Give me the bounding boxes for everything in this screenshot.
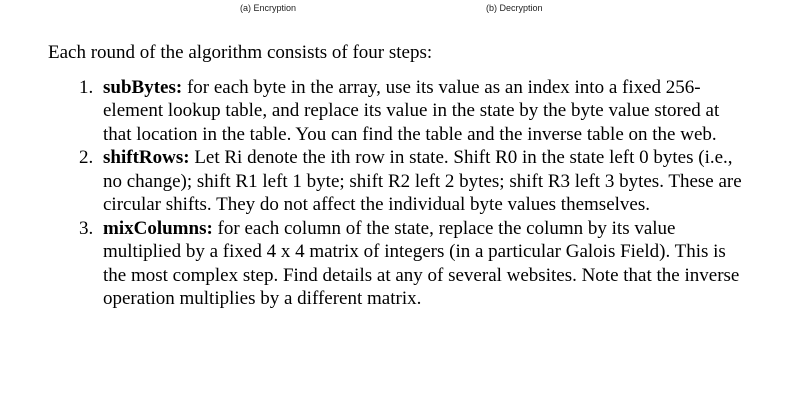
step-term: subBytes:	[103, 76, 183, 98]
step-text: for each byte in the array, use its value as an index into a fixed 256-element lookup table, and replace its value in the state by the byte value stored at that location in the table. You can find the table and the inverse table on the web.	[103, 76, 720, 145]
intro-paragraph: Each round of the algorithm consists of four steps:	[48, 42, 433, 63]
document-body	[48, 41, 788, 311]
caption-decryption: (b) Decryption	[486, 3, 543, 13]
list-item-shiftrows	[48, 146, 743, 217]
list-item-mixcolumns	[48, 217, 743, 311]
step-term: mixColumns:	[103, 217, 213, 239]
list-number: 1.	[79, 76, 94, 98]
list-item-subbytes	[48, 76, 743, 147]
figure-captions	[0, 3, 805, 15]
step-term: shiftRows:	[103, 147, 190, 168]
list-number: 2.	[79, 147, 94, 168]
list-number: 3.	[79, 217, 94, 239]
steps-list	[48, 76, 788, 311]
step-text: for each column of the state, replace the column by its value multiplied by a fixed 4 x 4 matrix of integers (in a particular Galois Field). This is the most complex step. Find details at any of several websites. Note that the inverse operation multiplies by a different matrix.	[103, 217, 740, 309]
caption-encryption: (a) Encryption	[240, 3, 297, 13]
step-text: Let Ri denote the ith row in state. Shift R0 in the state left 0 bytes (i.e., no change); shift R1 left 1 byte; shift R2 left 2 bytes; shift R3 left 3 bytes. These are circular shifts. They do not affect the individual byte values themselves.	[103, 147, 742, 215]
